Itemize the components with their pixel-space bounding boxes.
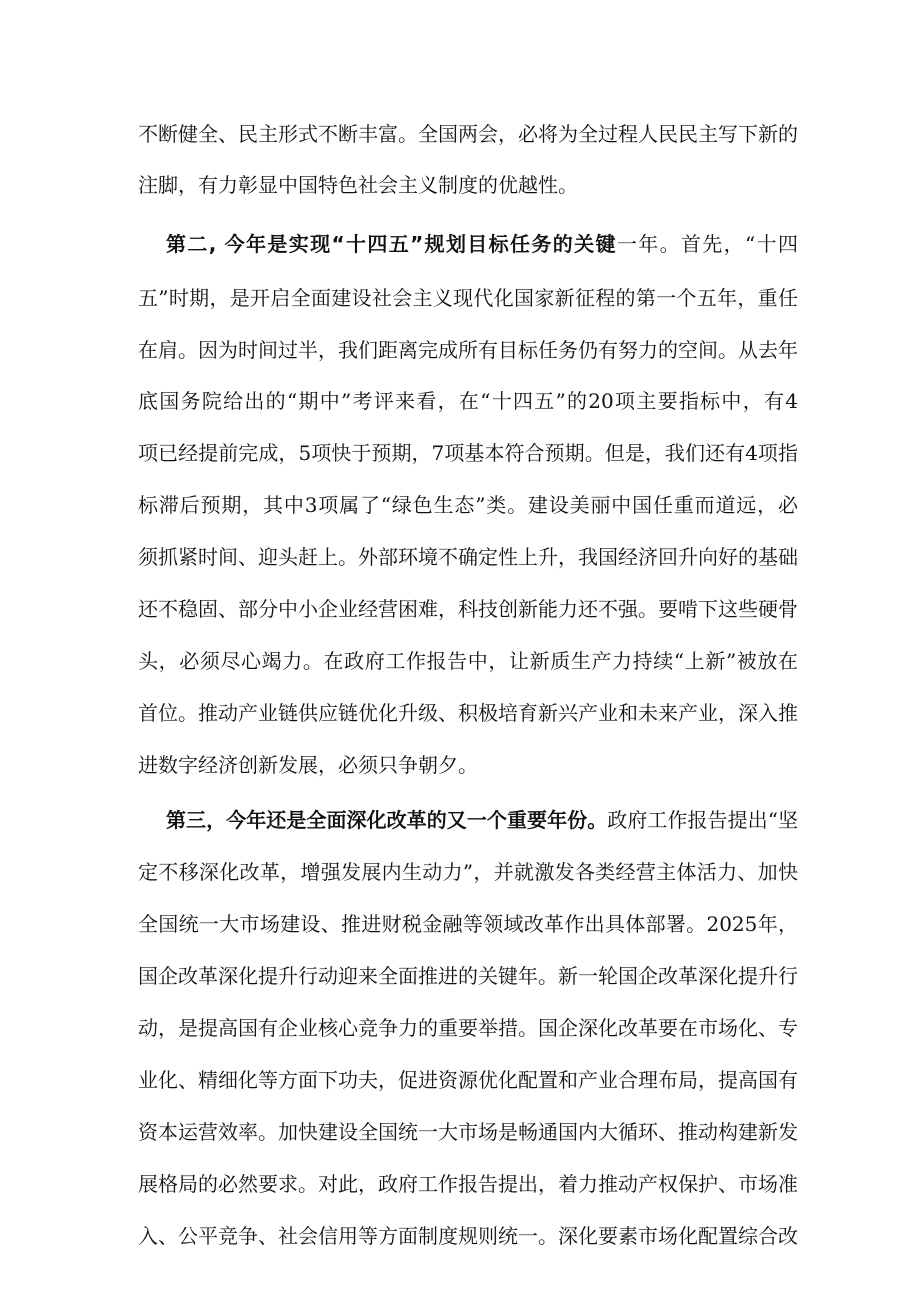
text-line: 底国务院给出的“期中”考评来看，在“十四五”的20项主要指标中，有4 xyxy=(138,389,798,413)
paragraph-lead-bold: 第二, 今年是实现“十四五”规划目标任务的关键 xyxy=(166,232,617,256)
text-line: 进数字经济创新发展，必须只争朝夕。 xyxy=(138,753,478,777)
paragraph-heading-line xyxy=(166,800,798,840)
text-line: 在肩。因为时间过半，我们距离完成所有目标任务仍有努力的空间。从去年 xyxy=(138,338,798,362)
text-line: 业化、精细化等方面下功夫，促进资源优化配置和产业合理布局，提高国有 xyxy=(138,1068,798,1092)
text-line: 五”时期，是开启全面建设社会主义现代化国家新征程的第一个五年，重任 xyxy=(138,286,798,310)
text-line: 项已经提前完成，5项快于预期，7项基本符合预期。但是，我们还有4项指 xyxy=(138,441,798,465)
text-line: 入、公平竞争、社会信用等方面制度规则统一。深化要素市场化配置综合改 xyxy=(138,1224,798,1248)
paragraph-lead-bold: 第三，今年还是全面深化改革的又一个重要年份。 xyxy=(166,808,608,832)
text-line: 展格局的必然要求。对此，政府工作报告提出，着力推动产权保护、市场准 xyxy=(138,1172,798,1196)
text-line: 须抓紧时间、迎头赶上。外部环境不确定性上升，我国经济回升向好的基础 xyxy=(138,545,798,569)
text-run: 一年。首先，“十四 xyxy=(616,232,798,256)
text-line: 国企改革深化提升行动迎来全面推进的关键年。新一轮国企改革深化提升行 xyxy=(138,964,798,988)
text-line: 全国统一大市场建设、推进财税金融等领域改革作出具体部署。2025年， xyxy=(138,912,798,936)
text-line: 标滞后预期，其中3项属了“绿色生态”类。建设美丽中国任重而道远，必 xyxy=(138,493,798,517)
text-line: 资本运营效率。加快建设全国统一大市场是畅通国内大循环、推动构建新发 xyxy=(138,1120,798,1144)
text-line: 动，是提高国有企业核心竞争力的重要举措。国企深化改革要在市场化、专 xyxy=(138,1016,798,1040)
text-line: 首位。推动产业链供应链优化升级、积极培育新兴产业和未来产业，深入推 xyxy=(138,701,798,725)
text-run: 政府工作报告提出“坚 xyxy=(607,808,798,832)
text-line: 还不稳固、部分中小企业经营困难，科技创新能力还不强。要啃下这些硬骨 xyxy=(138,597,798,621)
text-line: 不断健全、民主形式不断丰富。全国两会，必将为全过程人民民主写下新的 xyxy=(138,122,798,146)
paragraph-heading-line xyxy=(166,224,798,264)
text-line: 头，必须尽心竭力。在政府工作报告中，让新质生产力持续“上新”被放在 xyxy=(138,649,798,673)
text-line: 定不移深化改革，增强发展内生动力”，并就激发各类经营主体活力、加快 xyxy=(138,860,798,884)
text-line: 注脚，有力彰显中国特色社会主义制度的优越性。 xyxy=(138,173,578,197)
